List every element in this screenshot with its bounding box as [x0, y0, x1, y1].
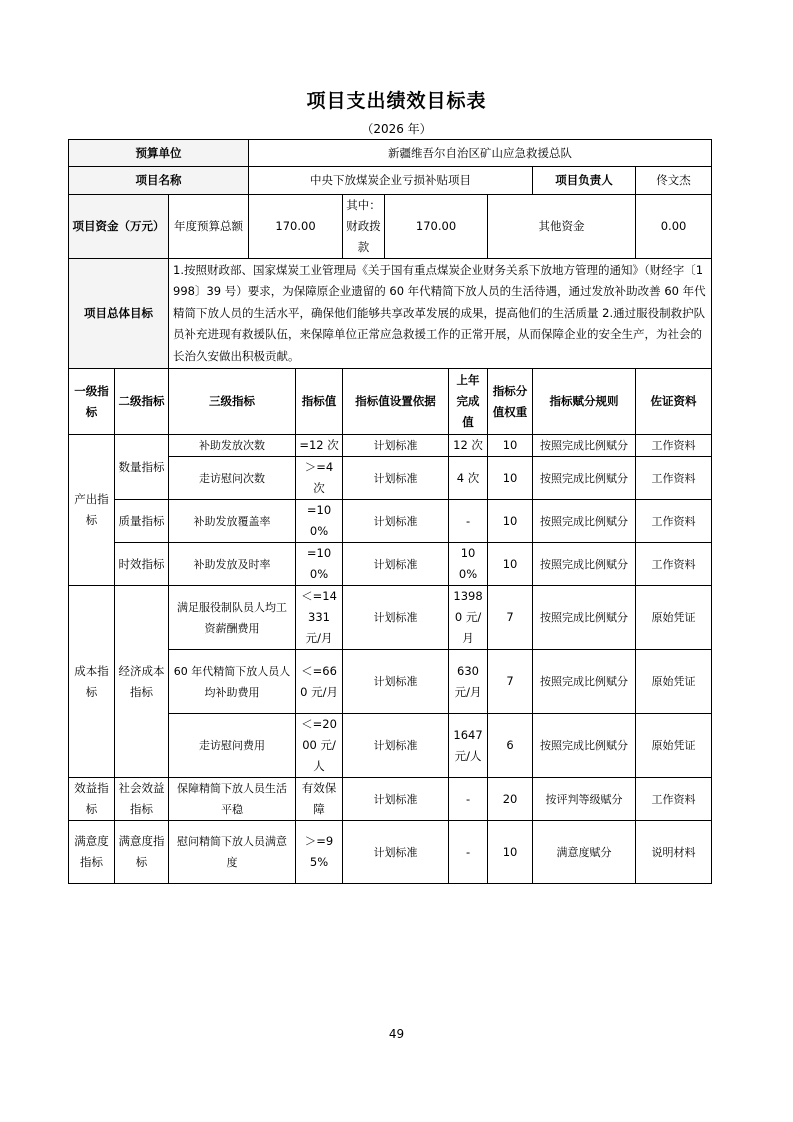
level3-cell: 补助发放覆盖率	[169, 500, 296, 543]
evidence-cell: 原始凭证	[636, 650, 712, 714]
rule-cell: 按照完成比例赋分	[533, 500, 636, 543]
rule-cell: 按照完成比例赋分	[533, 650, 636, 714]
table-row	[69, 821, 712, 884]
funds-row	[69, 195, 712, 259]
last-cell: 4 次	[449, 457, 488, 500]
year-label: （2026 年）	[361, 122, 432, 136]
weight-cell: 10	[488, 543, 533, 586]
weight-cell: 7	[488, 586, 533, 650]
last-cell: 1647 元/人	[449, 714, 488, 778]
header-basis: 指标值设置依据	[343, 369, 449, 435]
level3-cell: 走访慰问次数	[169, 457, 296, 500]
level3-cell: 补助发放次数	[169, 435, 296, 457]
evidence-cell: 工作资料	[636, 500, 712, 543]
value-cell: ＞=95%	[296, 821, 343, 884]
rule-cell: 按照完成比例赋分	[533, 543, 636, 586]
group-econ-cost: 经济成本指标	[115, 586, 169, 778]
annual-budget-label: 年度预算总额	[169, 195, 249, 259]
group-timeliness: 时效指标	[115, 543, 169, 586]
fiscal-value: 170.00	[385, 195, 488, 259]
level3-cell: 补助发放及时率	[169, 543, 296, 586]
level3-cell: 60 年代精简下放人员人均补助费用	[169, 650, 296, 714]
rule-cell: 满意度赋分	[533, 821, 636, 884]
header-evidence: 佐证资料	[636, 369, 712, 435]
rule-cell: 按照完成比例赋分	[533, 457, 636, 500]
group-quality: 质量指标	[115, 500, 169, 543]
basis-cell: 计划标准	[343, 714, 449, 778]
value-cell: ＜=14331 元/月	[296, 586, 343, 650]
basis-cell: 计划标准	[343, 650, 449, 714]
basis-cell: 计划标准	[343, 586, 449, 650]
other-funds-value: 0.00	[636, 195, 712, 259]
weight-cell: 10	[488, 435, 533, 457]
table-row	[69, 543, 712, 586]
last-cell: -	[449, 821, 488, 884]
goal-label: 项目总体目标	[69, 259, 169, 369]
last-cell: -	[449, 778, 488, 821]
level3-cell: 慰问精简下放人员满意度	[169, 821, 296, 884]
group-cost: 成本指标	[69, 586, 115, 778]
owner-value: 佟文杰	[636, 167, 712, 195]
value-cell: ＜=660 元/月	[296, 650, 343, 714]
basis-cell: 计划标准	[343, 500, 449, 543]
funds-label: 项目资金（万元）	[69, 195, 169, 259]
budget-unit-label: 预算单位	[69, 140, 249, 167]
basis-cell: 计划标准	[343, 543, 449, 586]
performance-table	[68, 139, 712, 884]
value-cell: =100%	[296, 500, 343, 543]
group-social: 社会效益指标	[115, 778, 169, 821]
last-cell: 13980 元/月	[449, 586, 488, 650]
value-cell: =12 次	[296, 435, 343, 457]
rule-cell: 按照完成比例赋分	[533, 714, 636, 778]
header-last-year: 上年完成值	[449, 369, 488, 435]
owner-label: 项目负责人	[533, 167, 636, 195]
evidence-cell: 工作资料	[636, 778, 712, 821]
annual-budget-value: 170.00	[249, 195, 343, 259]
group-quantity: 数量指标	[115, 435, 169, 500]
goal-row	[69, 259, 712, 369]
header-rule: 指标赋分规则	[533, 369, 636, 435]
evidence-cell: 原始凭证	[636, 586, 712, 650]
project-name-label: 项目名称	[69, 167, 249, 195]
level3-cell: 保障精简下放人员生活平稳	[169, 778, 296, 821]
value-cell: 有效保障	[296, 778, 343, 821]
weight-cell: 10	[488, 457, 533, 500]
evidence-cell: 工作资料	[636, 457, 712, 500]
last-cell: -	[449, 500, 488, 543]
rule-cell: 按照完成比例赋分	[533, 586, 636, 650]
header-weight: 指标分值权重	[488, 369, 533, 435]
level3-cell: 满足服役制队员人均工资薪酬费用	[169, 586, 296, 650]
value-cell: =100%	[296, 543, 343, 586]
page-number: 49	[388, 1027, 405, 1041]
group-satisfaction: 满意度指标	[69, 821, 115, 884]
project-name-value: 中央下放煤炭企业亏损补贴项目	[249, 167, 533, 195]
last-cell: 630 元/月	[449, 650, 488, 714]
fiscal-label: 其中：财政拨款	[343, 195, 385, 259]
table-row	[69, 500, 712, 543]
group-satisfaction-sub: 满意度指标	[115, 821, 169, 884]
project-name-row	[69, 167, 712, 195]
weight-cell: 10	[488, 500, 533, 543]
basis-cell: 计划标准	[343, 457, 449, 500]
weight-cell: 10	[488, 821, 533, 884]
evidence-cell: 工作资料	[636, 543, 712, 586]
header-value: 指标值	[296, 369, 343, 435]
header-level2: 二级指标	[115, 369, 169, 435]
rule-cell: 按照完成比例赋分	[533, 435, 636, 457]
budget-unit-row	[69, 140, 712, 167]
weight-cell: 7	[488, 650, 533, 714]
basis-cell: 计划标准	[343, 821, 449, 884]
weight-cell: 6	[488, 714, 533, 778]
table-row	[69, 778, 712, 821]
evidence-cell: 工作资料	[636, 435, 712, 457]
value-cell: ＜=2000 元/人	[296, 714, 343, 778]
weight-cell: 20	[488, 778, 533, 821]
basis-cell: 计划标准	[343, 778, 449, 821]
last-cell: 100%	[449, 543, 488, 586]
group-output: 产出指标	[69, 435, 115, 586]
table-row	[69, 586, 712, 650]
other-funds-label: 其他资金	[488, 195, 636, 259]
goal-text: 1.按照财政部、国家煤炭工业管理局《关于国有重点煤炭企业财务关系下放地方管理的通知》（财经字〔1998〕39 号）要求，为保障原企业遗留的 60 年代精简下放人员的生活待遇，通过发放补助改善 60 年代精简下放人员的生活水平，确保他们能够共享改革发展的成果，提高他们的生活质量 2.通过服役制救护队员补充进现有救援队伍，来保障单位正常应急救援工作的正常开展，从而保障企业的安全生产，为社会的长治久安做出积极贡献。	[169, 259, 712, 369]
header-level3: 三级指标	[169, 369, 296, 435]
table-row	[69, 435, 712, 457]
page-title: 项目支出绩效目标表	[306, 90, 487, 112]
evidence-cell: 说明材料	[636, 821, 712, 884]
value-cell: ＞=4 次	[296, 457, 343, 500]
basis-cell: 计划标准	[343, 435, 449, 457]
budget-unit-value: 新疆维吾尔自治区矿山应急救援总队	[249, 140, 712, 167]
rule-cell: 按评判等级赋分	[533, 778, 636, 821]
level3-cell: 走访慰问费用	[169, 714, 296, 778]
header-row	[69, 369, 712, 435]
group-benefit: 效益指标	[69, 778, 115, 821]
header-level1: 一级指标	[69, 369, 115, 435]
last-cell: 12 次	[449, 435, 488, 457]
evidence-cell: 原始凭证	[636, 714, 712, 778]
